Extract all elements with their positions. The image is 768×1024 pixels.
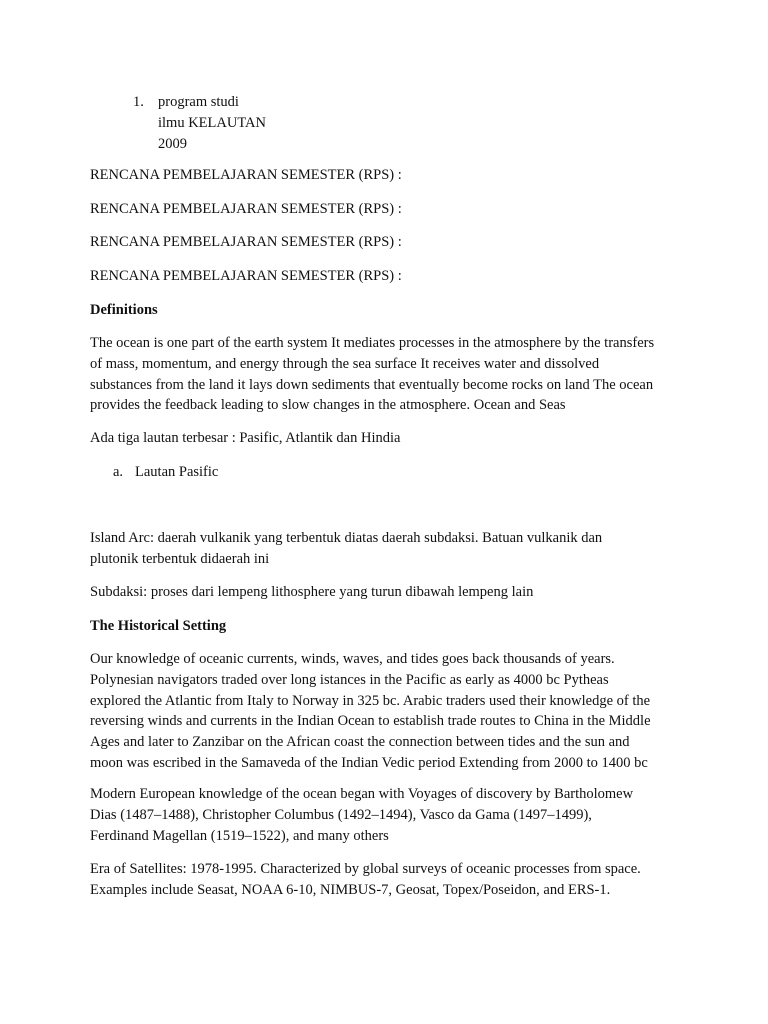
island-arc-paragraph — [90, 528, 690, 570]
rps-heading: RENCANA PEMBELAJARAN SEMESTER (RPS) : — [90, 234, 402, 250]
paragraph-line: Our knowledge of oceanic currents, winds, waves, and tides goes back thousands of years. — [90, 651, 615, 667]
historical-heading: The Historical Setting — [90, 618, 227, 634]
oceans-sentence: Ada tiga lautan terbesar : Pasific, Atlantik dan Hindia — [90, 430, 401, 446]
list-letter: a. — [113, 464, 124, 480]
paragraph-line: plutonik terbentuk didaerah ini — [90, 550, 270, 567]
paragraph-line: Examples include Seasat, NOAA 6-10, NIMBUS-7, Geosat, Topex/Poseidon, and ERS-1. — [90, 881, 611, 898]
rps-heading: RENCANA PEMBELAJARAN SEMESTER (RPS) : — [90, 268, 402, 284]
paragraph-line: of mass, momentum, and energy through the sea surface It receives water and dissolved — [90, 355, 600, 372]
rps-heading: RENCANA PEMBELAJARAN SEMESTER (RPS) : — [90, 201, 402, 217]
paragraph-line: Dias (1487–1488), Christopher Columbus (1492–1494), Vasco da Gama (1497–1499), — [90, 806, 592, 823]
historical-paragraph — [90, 649, 690, 774]
paragraph-line: Polynesian navigators traded over long istances in the Pacific as early as 4000 bc Pytheas — [90, 671, 609, 688]
program-studi-line: program studi — [158, 94, 239, 110]
list-number: 1. — [133, 94, 144, 110]
satellites-paragraph — [90, 859, 690, 901]
paragraph-line: Modern European knowledge of the ocean began with Voyages of discovery by Bartholomew — [90, 786, 634, 802]
definitions-heading: Definitions — [90, 302, 158, 318]
subdaksi-paragraph: Subdaksi: proses dari lempeng lithosphere yang turun dibawah lempeng lain — [90, 584, 534, 600]
paragraph-line: reversing winds and currents in the Indian Ocean to establish trade routes to China in the Middle — [90, 713, 651, 730]
paragraph-line: Ages and later to Zanzibar on the African coast the connection between tides and the sun and — [90, 734, 630, 751]
paragraph-line: The ocean is one part of the earth system It mediates processes in the atmosphere by the transfers — [90, 335, 655, 351]
list-item-text: Lautan Pasific — [135, 464, 219, 480]
lettered-list-item — [113, 462, 218, 483]
paragraph-line: provides the feedback leading to slow changes in the atmosphere. Ocean and Seas — [90, 397, 566, 414]
modern-knowledge-paragraph — [90, 784, 690, 846]
paragraph-line: Ferdinand Magellan (1519–1522), and many others — [90, 827, 389, 844]
paragraph-line: Island Arc: daerah vulkanik yang terbentuk diatas daerah subdaksi. Batuan vulkanik dan — [90, 530, 603, 546]
paragraph-line: Era of Satellites: 1978-1995. Characterized by global surveys of oceanic processes from space. — [90, 861, 641, 877]
paragraph-line: substances from the land it lays down sediments that eventually become rocks on land The ocean — [90, 376, 654, 393]
year-line: 2009 — [158, 135, 187, 152]
rps-heading: RENCANA PEMBELAJARAN SEMESTER (RPS) : — [90, 167, 402, 183]
paragraph-line: explored the Atlantic from Italy to Norway in 325 bc. Arabic traders used their knowledge of the — [90, 692, 651, 709]
paragraph-line: moon was escribed in the Samaveda of the Indian Vedic period Extending from 2000 to 1400 bc — [90, 754, 648, 771]
definitions-paragraph — [90, 333, 690, 416]
program-name-line: ilmu KELAUTAN — [158, 114, 266, 131]
numbered-item-text — [158, 92, 266, 154]
